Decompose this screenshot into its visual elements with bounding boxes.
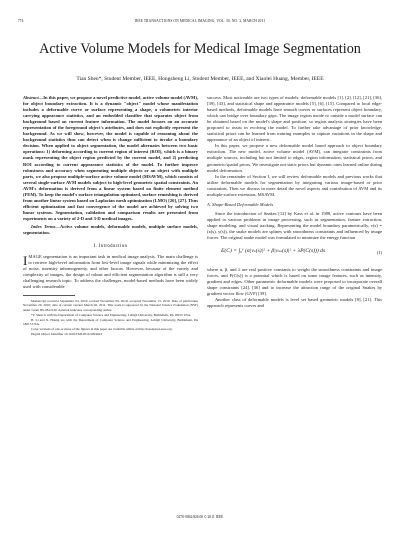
index-terms-label: Index Terms— bbox=[31, 223, 60, 229]
paper-title: Active Volume Models for Medical Image Segmentation bbox=[39, 41, 361, 57]
index-terms bbox=[23, 224, 198, 236]
footnote-color-versions: Color versions of one or more of the figures in this paper are available online at http://ieeexplore.ieee.org. bbox=[31, 326, 173, 331]
intro-paragraph bbox=[23, 254, 198, 290]
author-line: Tian Shen*, Student Member, IEEE, Hongsheng Li, Student Member, IEEE, and Xiaolei Huang, Member, IEEE bbox=[76, 76, 324, 82]
index-terms-text: Active volume models, deformable models, multiple surface models, segmentation. bbox=[23, 223, 198, 236]
page-number: 774 bbox=[18, 19, 24, 23]
equation-expression: E(C) = ∫₀¹ (α|vₛ(s)|² + β|vₛₛ(s)|² + λP(C(s))) ds bbox=[221, 248, 326, 255]
body-paragraph: Another class of deformable models is level set based geometric models [8], [21]. This approach represents curves and bbox=[207, 297, 382, 309]
footnote-manuscript: Manuscript received September 04, 2010; revised November 09, 2010; accepted November 15, 2010. Date of publication November 29, 2010; date of current version March 02, 2011. This work is supported by the National Science Foundation (NSF) under Grant IIS-0812120. Asterisk indicates corresponding author. bbox=[23, 299, 198, 312]
section-heading-introduction: I. Introduction bbox=[93, 244, 128, 250]
body-paragraph: In the remainder of Section I, we will review deformable models and previous works that utilize deformable models for segmentation by integrating various image-based or prior constraints. Then we discuss in more detail the novel aspects and contribution of AVM and its multiple-surface extension, MSAVM. bbox=[207, 173, 382, 197]
body-paragraph: success. Most noticeable are two types of models: deformable models [1], [2], [12], [21], [36], [39], [43], and statistical shape and appearance models [5], [6], [15]. Compared to local edge-based methods, deformable models have smooth curves or surfaces represent object boundary, which can bridge over boundary gaps. The image region inside or outside a model surface can be obtained based on the model's shape and position, so region analysis strategies have been proposed to assist in evolving the model. To further take advantage of prior knowledge, statistical priors can be learned from training examples to capture variations in the shape and appearance of an object of interest. bbox=[207, 95, 382, 143]
subsection-heading: A. Shape-Based Deformable Models bbox=[207, 201, 274, 207]
abstract-label: Abstract— bbox=[23, 95, 44, 100]
drop-cap-letter: I bbox=[23, 253, 28, 269]
abstract-text: In this paper, we propose a novel predictive model, active volume model (AVM), for object boundary extraction. It is a dynamic "object" model whose manifestation includes a deformable curve or surface representing a shape, a volumetric interior carrying appearance statistics, and an embedded classifier that separates object from background based on current feature information. The model focuses on an accurate representation of the foreground object's attributes, and does not explicitly represent the background. As we will show, however, the model is capable of reasoning about the background statistics thus can detect when is change sufficient to invoke a boundary decision. When applied to object segmentation, the model alternates between two basic operations: 1) deforming according to current region of interest (ROI), which is a binary mask representing the object region predicted by the current model, and 2) predicting ROI according to current appearance statistics of the model. To further improve robustness and accuracy when segmenting multiple objects or an object with multiple parts, we also propose multiple-surface active volume model (MSAVM), which consists of several single-surface AVM models subject to high-level geometric spatial constraints. An AVM's deformation is derived from a linear system based on finite element method (FEM). To keep the model's surface triangulation optimized, surface remeshing is derived from another linear system based on Laplacian mesh optimization (LMO) [26], [27]. Thus efficient optimization and fast convergence of the model are achieved by solving two linear systems. Segmentation, validation and comparison results are presented from experiments on a variety of 2-D and 3-D medical images. bbox=[23, 95, 198, 221]
abstract bbox=[23, 95, 198, 222]
left-column bbox=[23, 95, 198, 336]
body-paragraph: where α, β, and λ are real positive constants to weight the smoothness constraints and image forces, and P(C(s)) is a potential which is based on some image features, such as intensity, gradient and edges. Other parametric deformable models were proposed to incorporate overall shape constraints [24], [36] and to increase the attraction range of the original Snakes by gradient vector flow (GVF) [39]. bbox=[207, 267, 382, 297]
running-header: IEEE TRANSACTIONS ON MEDICAL IMAGING, VOL. 30, NO. 3, MARCH 2011 bbox=[134, 19, 266, 23]
footnote-divider bbox=[23, 295, 75, 296]
copyright-code: 0278-0062/$26.00 © 2011 IEEE bbox=[176, 515, 224, 519]
intro-paragraph-text: MAGE segmentation is an important task in medical image analysis. The main challenge is to retrieve high-level information from low-level image signals while minimizing the effect of noise, intensity inhomogeneity, and other factors. However, because of the variety and complexity of images, the design of robust and efficient segmentation algorithm is still a very challenging research topic. To address the challenges, model-based methods have been widely used with considerable bbox=[23, 254, 198, 290]
footnote-authors-li-huang: H. Li and X. Huang are with the Department of Computer Science and Engineering, Lehigh University, Bethlehem, PA 18015 USA. bbox=[23, 317, 198, 326]
body-paragraph: Since the introduction of Snakes [12] by Kass et al. in 1988, active contours have been applied to various problems in image processing, such as segmentation, feature extraction, shape modeling, and visual tracking. Representing the model boundary parametrically, v(s) = (x(s), y(s)), the snake models are splines with smoothness constraints and influenced by image forces. The original snake model was formulated to minimize the energy function bbox=[207, 210, 382, 241]
footnote-doi: Digital Object Identifier 10.1109/TMI.2010.2094623 bbox=[31, 331, 103, 336]
footnote-author-shen: *T. Shen is with the Department of Computer Science and Engineering, Lehigh University, Bethlehem, PA 18015 USA. bbox=[31, 312, 192, 317]
equation-number: (1) bbox=[376, 250, 382, 256]
energy-equation bbox=[207, 243, 382, 265]
right-column bbox=[207, 95, 382, 309]
body-paragraph: In this paper, we propose a new deformable model based approach to object boundary extraction. The new model, active volume model (AVM), can integrate constraints from multiple sources, including but not limited to edges, region information, statistical priors, and geometric/spatial priors. We investigate not static priors but dynamic ones learned online during model deformation. bbox=[207, 143, 382, 173]
